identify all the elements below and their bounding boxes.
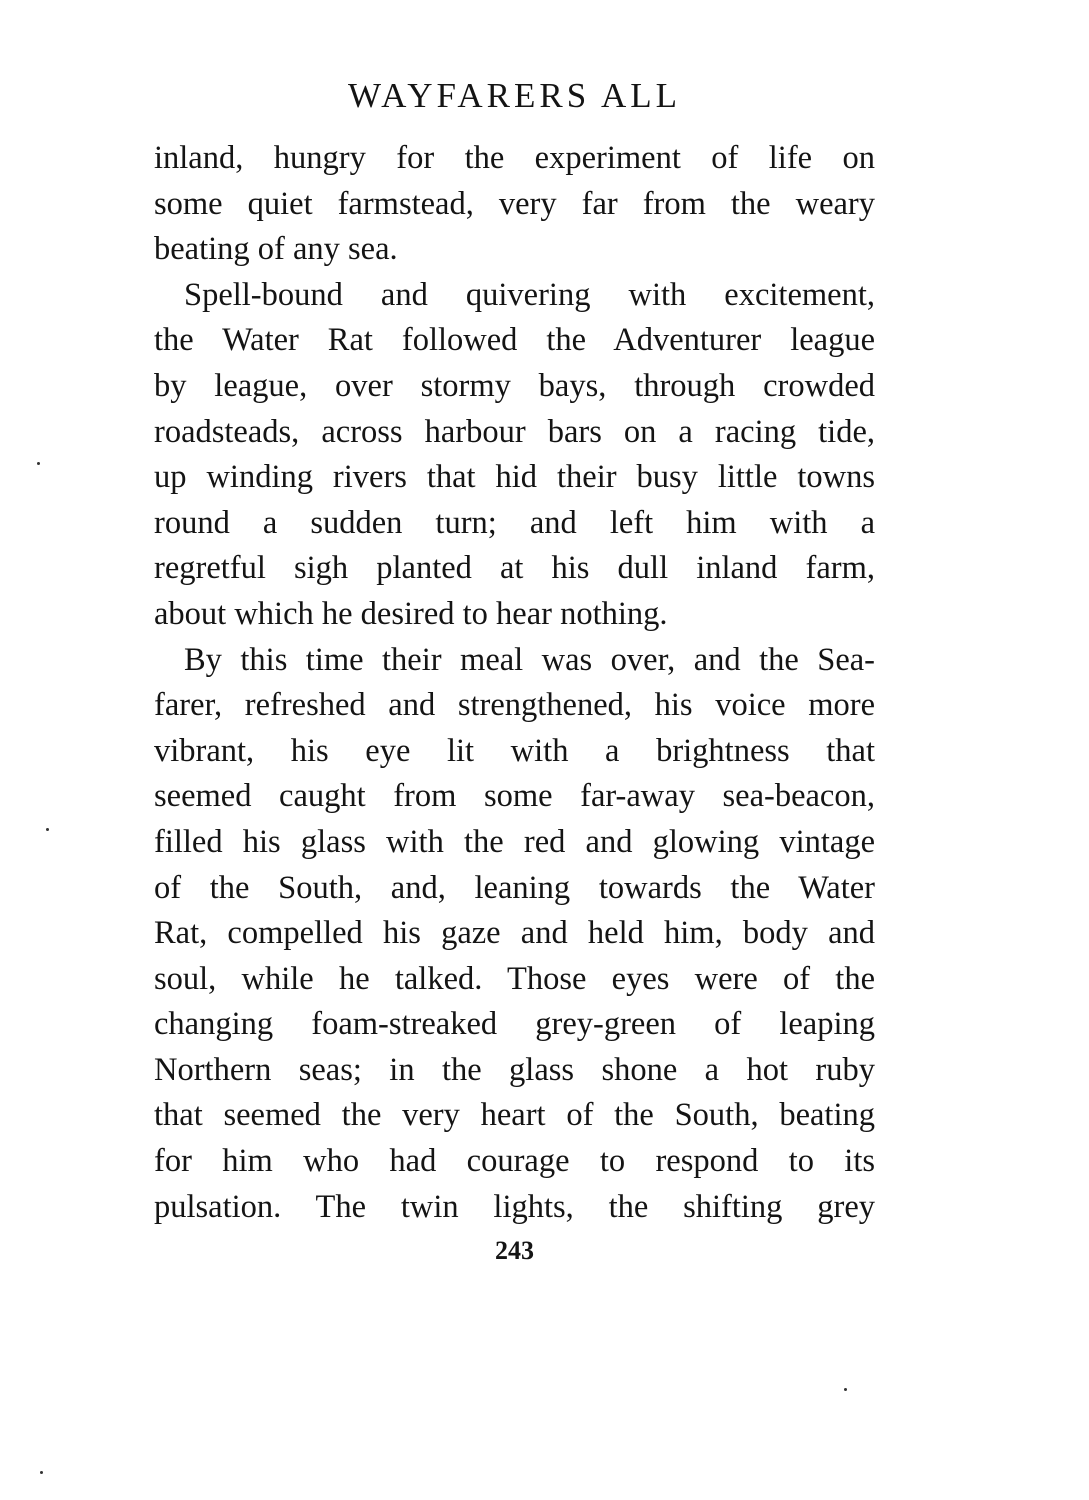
text-line: farer, refreshed and strengthened, his voice more <box>154 687 875 724</box>
text-line: changing foam-streaked grey-green of leaping <box>154 1006 875 1043</box>
text-line: Rat, compelled his gaze and held him, body and <box>154 915 875 952</box>
scan-speck <box>40 1471 43 1474</box>
text-line: that seemed the very heart of the South, beating <box>154 1097 875 1134</box>
text-line: filled his glass with the red and glowing vintage <box>154 823 875 860</box>
text-line: up winding rivers that hid their busy little towns <box>154 459 875 496</box>
text-line: By this time their meal was over, and the Sea- <box>184 641 875 678</box>
text-line: beating of any sea. <box>154 231 398 268</box>
page-number: 243 <box>495 1236 534 1265</box>
text-line: by league, over stormy bays, through crowded <box>154 367 875 404</box>
body-text <box>154 136 875 1230</box>
text-line: inland, hungry for the experiment of life on <box>154 140 875 176</box>
text-line: round a sudden turn; and left him with a <box>154 504 875 541</box>
text-line: pulsation. The twin lights, the shifting grey <box>154 1188 875 1225</box>
text-line: vibrant, his eye lit with a brightness that <box>154 732 875 769</box>
text-line: Spell-bound and quivering with excitement, <box>184 276 875 313</box>
text-line: soul, while he talked. Those eyes were of the <box>154 960 875 997</box>
scan-speck <box>37 462 40 465</box>
text-line: some quiet farmstead, very far from the weary <box>154 185 875 222</box>
text-line: for him who had courage to respond to its <box>154 1143 875 1180</box>
running-head: WAYFARERS ALL <box>347 76 682 115</box>
text-line: seemed caught from some far-away sea-beacon, <box>154 778 875 815</box>
scan-speck <box>844 1388 847 1391</box>
text-line: of the South, and, leaning towards the Water <box>154 869 875 906</box>
text-line: about which he desired to hear nothing. <box>154 595 668 632</box>
text-line: roadsteads, across harbour bars on a racing tide, <box>154 413 875 450</box>
text-line: regretful sigh planted at his dull inland farm, <box>154 550 875 587</box>
text-line: Northern seas; in the glass shone a hot ruby <box>154 1051 875 1088</box>
scan-speck <box>46 828 49 831</box>
text-line: the Water Rat followed the Adventurer league <box>154 322 875 359</box>
